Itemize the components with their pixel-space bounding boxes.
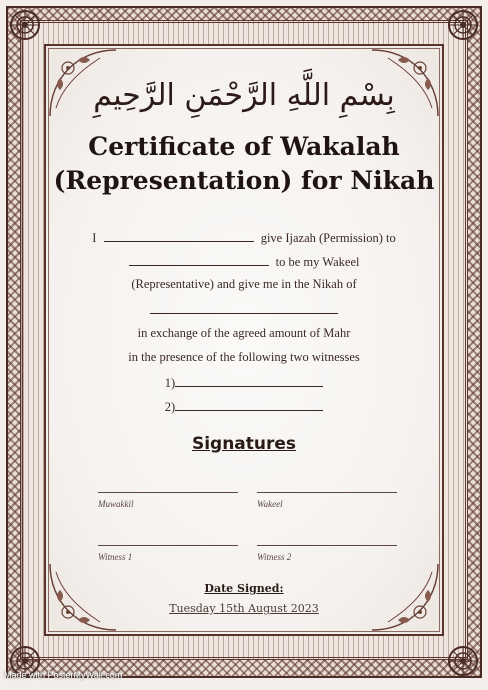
witness-2-signature-line[interactable] [257, 545, 397, 546]
witness-1-label: Witness 1 [98, 552, 133, 562]
witness-2-label: Witness 2 [257, 552, 292, 562]
signatures-heading: Signatures [191, 434, 297, 454]
body-line-5: in exchange of the agreed amount of Mahr [137, 326, 351, 340]
wakeel-name-blank[interactable] [129, 253, 269, 266]
body-line-1 [0, 229, 488, 246]
body-line-3: (Representative) and give me in the Nikah of [131, 277, 357, 291]
bride-name-blank[interactable] [150, 301, 338, 314]
witness-1-number: 1) [164, 376, 176, 390]
witness-2-line [0, 398, 488, 415]
wakeel-label: Wakeel [257, 499, 283, 509]
corner-ornament-icon [446, 8, 480, 42]
corner-ornament-icon [446, 644, 480, 678]
muwakkil-signature-line[interactable] [98, 492, 238, 493]
date-signed-label: Date Signed: [204, 582, 284, 595]
corner-ornament-icon [8, 8, 42, 42]
title-line-2: (Representation) for Nikah [53, 166, 435, 195]
body-line-2-suffix: to be my Wakeel [275, 255, 360, 269]
witness-2-number: 2) [164, 400, 176, 414]
body-line-1-suffix: give Ijazah (Permission) to [260, 231, 396, 245]
floral-flourish-icon [370, 562, 440, 632]
principal-name-blank[interactable] [104, 229, 254, 242]
title-line-1: Certificate of Wakalah [88, 132, 400, 161]
witness-1-line [0, 374, 488, 391]
body-line-6: in the presence of the following two witnesses [128, 350, 360, 364]
date-signed-value: Tuesday 15th August 2023 [169, 602, 319, 615]
body-prefix-i: I [92, 231, 97, 245]
body-line-4 [0, 301, 488, 318]
certificate-title [0, 130, 488, 198]
watermark-text: Made with PosterMyWall.com [4, 670, 123, 680]
witness-1-signature-line[interactable] [98, 545, 238, 546]
body-line-2 [0, 253, 488, 270]
floral-flourish-icon [48, 562, 118, 632]
witness-2-blank[interactable] [175, 398, 323, 411]
witness-1-blank[interactable] [175, 374, 323, 387]
muwakkil-label: Muwakkil [98, 499, 134, 509]
basmala-calligraphy: بِسْمِ اللَّهِ الرَّحْمَنِ الرَّحِيمِ [93, 78, 395, 113]
wakeel-signature-line[interactable] [257, 492, 397, 493]
